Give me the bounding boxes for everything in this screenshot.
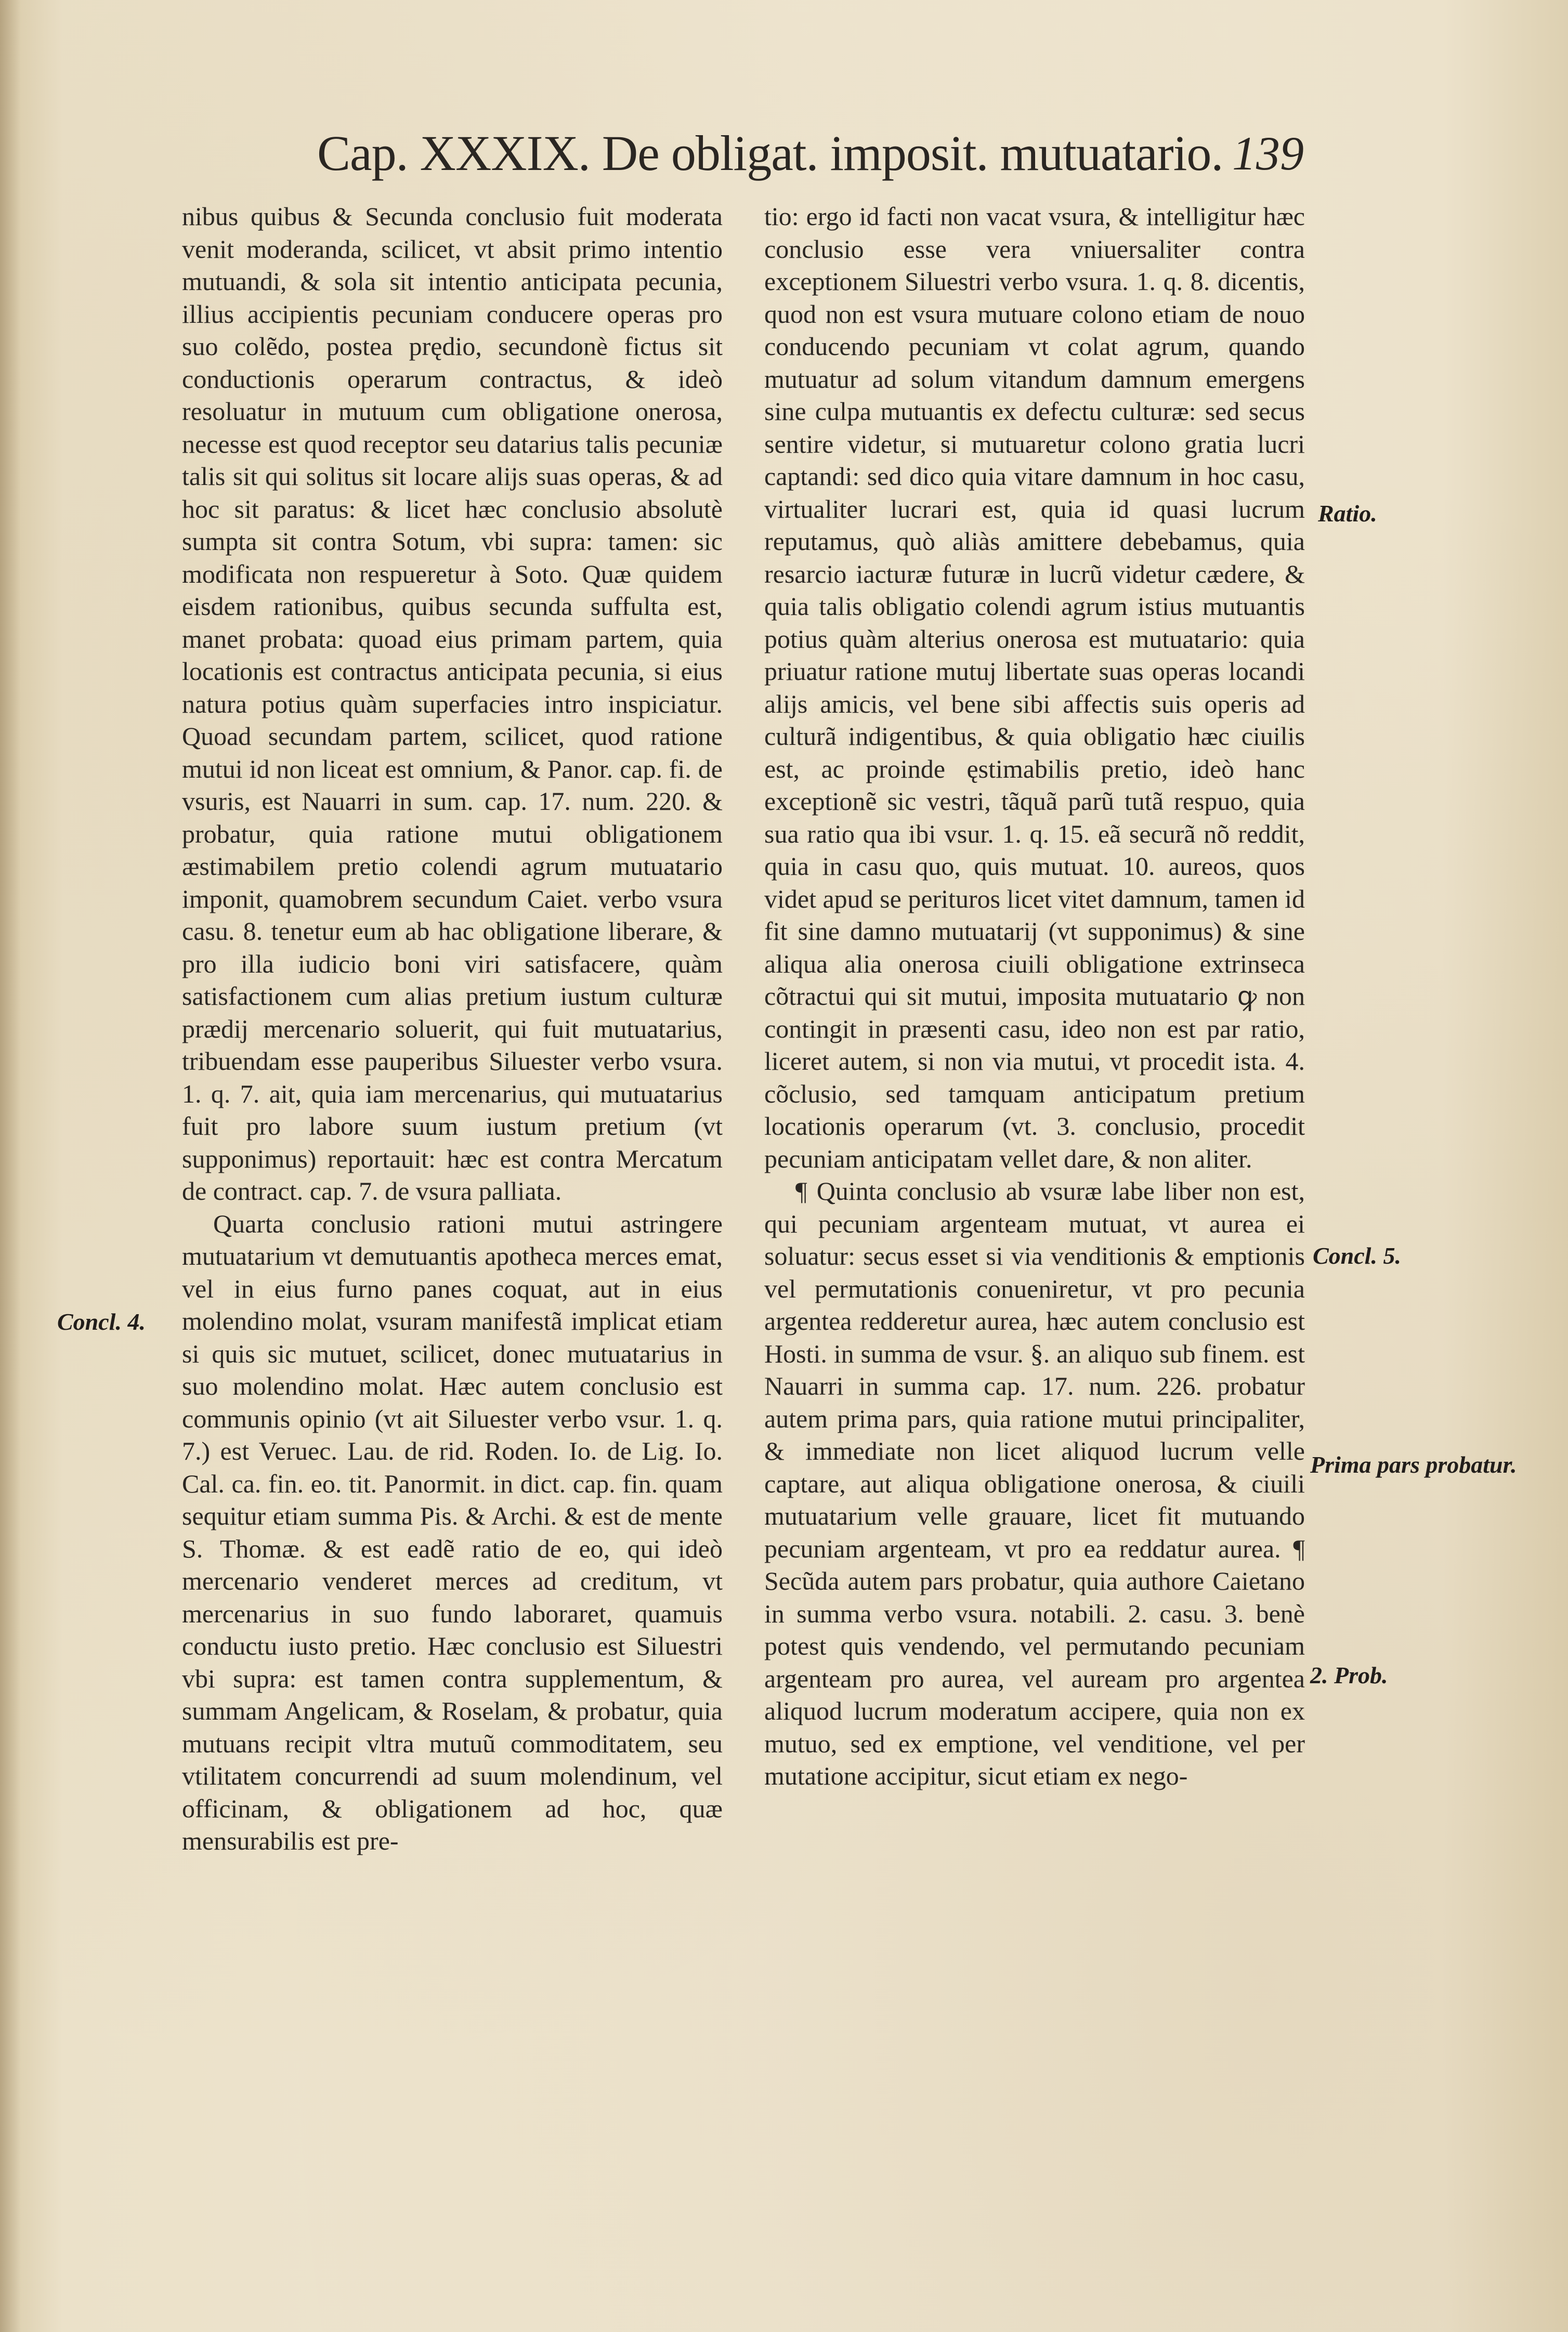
margin-note-ratio: Ratio.	[1318, 500, 1377, 527]
paragraph-quinta-conclusio: ¶ Quinta conclusio ab vsuræ labe liber non est, qui pecuniam argenteam mutuat, vt aurea ei soluatur: secus esset si via venditionis & emptionis vel permutationis conueniretur, vt pro pecunia argentea redderetur aurea, hæc autem conclusio est Hosti. in summa de vsur. §. an aliquo sub finem. est Nauarri in summa cap. 17. num. 226. probatur autem prima pars, quia ratione mutui principaliter, & immediate non licet aliquod lucrum velle captare, aut aliqua obligatione onerosa, & ciuili mutuatarium velle grauare, licet fit mutuando pecuniam argenteam, vt pro ea reddatur aurea. ¶ Secũda autem pars probatur, quia authore Caietano in summa verbo vsura. notabili. 2. casu. 3. benè potest quis vendendo, vel permutando pecuniam argenteam pro aurea, vel auream pro argentea aliquod lucrum moderatum accipere, quia non ex mutuo, sed ex emptione, vel venditione, vel per mutatione accipitur, sicut etiam ex nego-	[764, 1176, 1305, 1790]
margin-note-prima-pars: Prima pars probatur.	[1310, 1451, 1517, 1478]
page-number: 139	[1232, 127, 1304, 180]
margin-note-concl-4: Concl. 4.	[57, 1308, 146, 1335]
text-column-left	[182, 200, 723, 1857]
running-head-title: Cap. XXXIX. De obligat. imposit. mutuatario.	[317, 125, 1223, 181]
text-column-right	[764, 200, 1305, 1792]
paragraph-quarta-conclusio: Quarta conclusio rationi mutui astringere mutuatarium vt demutuantis apotheca merces emat, vel in eius furno panes coquat, aut in eius molendino molat, vsuram manifestã implicat etiam si quis sic mutuet, scilicet, donec mutuatarius in suo molendino molat. Hæc autem conclusio est communis opinio (vt ait Siluester verbo vsur. 1. q. 7.) est Veruec. Lau. de rid. Roden. Io. de Lig. Io. Cal. ca. fin. eo. tit. Panormit. in dict. cap. fin. quam sequitur etiam summa Pis. & Archi. & est de mente S. Thomæ. & est eadẽ ratio de eo, qui ideò mercenario venderet merces ad creditum, vt mercenarius in suo fundo laboraret, quamuis conductu iusto pretio. Hæc conclusio est Siluestri vbi supra: est tamen contra supplementum, & summam Angelicam, & Roselam, & probatur, quia mutuans recipit vltra mutuũ commoditatem, seu vtilitatem concurrendi ad suum molendinum, vel officinam, & obligationem ad hoc, quæ mensurabilis est pre-	[182, 1209, 723, 1855]
paragraph-tertia-conclusio-continued: nibus quibus & Secunda conclusio fuit moderata venit moderanda, scilicet, vt absit primo intentio mutuandi, & sola sit intentio anticipata pecunia, illius accipientis pecuniam conducere operas pro suo colẽdo, postea prędio, secundonè fictus sit conductionis operarum contractus, & ideò resoluatur in mutuum cum obligatione onerosa, necesse est quod receptor seu datarius talis pecuniæ talis sit qui solitus sit locare alijs suas operas, & ad hoc sit paratus: & licet hæc conclusio absolutè sumpta sit contra Sotum, vbi supra: tamen: sic modificata non respueretur à Soto. Quæ quidem eisdem rationibus, quibus secunda suffulta est, manet probata: quoad eius primam partem, quia locationis est contractus anticipata pecunia, si eius natura potius quàm superfacies intro inspiciatur. Quoad secundam partem, scilicet, quod ratione mutui id non liceat est omnium, & Panor. cap. fi. de vsuris, est Nauarri in sum. cap. 17. num. 220. & probatur, quia ratione mutui obligationem æstimabilem pretio colendi agrum mutuatario imponit, quamobrem secundum Caiet. verbo vsura casu. 8. tenetur eum ab hac obligatione liberare, & pro illa iudicio boni viri satisfacere, quàm satisfactionem cum alias pretium iustum culturæ prædij mercenario soluerit, qui fuit mutuatarius, tribuendam esse pauperibus Siluester verbo vsura. 1. q. 7. ait, quia iam mercenarius, qui mutuatarius fuit pro labore suum iustum pretium (vt supponimus) reportauit: hæc est contra Mercatum de contract. cap. 7. de vsura palliata.	[182, 202, 723, 1206]
paragraph-quarta-conclusio-continued: tio: ergo id facti non vacat vsura, & intelligitur hæc conclusio esse vera vniuersaliter contra exceptionem Siluestri verbo vsura. 1. q. 8. dicentis, quod non est vsura mutuare colono etiam de nouo conducendo pecuniam vt colat agrum, quando mutuatur ad solum vitandum damnum emergens sine culpa mutuantis ex defectu culturæ: sed secus sentire videtur, si mutuaretur colono gratia lucri captandi: sed dico quia vitare damnum in hoc casu, virtualiter lucrari est, quia id quasi lucrum reputamus, quò aliàs amittere debebamus, quia resarcio iacturæ futuræ in lucrũ videtur cædere, & quia talis obligatio colendi agrum istius mutuantis potius quàm alterius onerosa est mutuatario: quia priuatur ratione mutuj libertate suas operas locandi alijs amicis, vel bene sibi affectis suis operis ad culturã indigentibus, & quia obligatio hæc ciuilis est, ac proinde ęstimabilis pretio, ideò hanc exceptionẽ sic vestri, tãquã parũ tutã respuo, quia sua ratio qua ibi vsur. 1. q. 15. eã securã nõ reddit, quia in casu quo, quis mutuat. 10. aureos, quos videt apud se perituros licet vitet damnum, tamen id fit sine damno mutuatarij (vt supponimus) & sine aliqua alia onerosa ciuili obligatione extrinseca cõtractui qui sit mutui, imposita mutuatario ꝙ non contingit in præsenti casu, ideo non est par ratio, liceret autem, si non via mutui, vt procedit ista. 4. cõclusio, sed tamquam anticipatum pretium locationis operarum (vt. 3. conclusio, procedit pecuniam anticipatam vellet dare, & non aliter.	[764, 202, 1305, 1173]
margin-note-prob-2: 2. Prob.	[1310, 1662, 1388, 1688]
margin-note-concl-5: Concl. 5.	[1313, 1242, 1401, 1269]
